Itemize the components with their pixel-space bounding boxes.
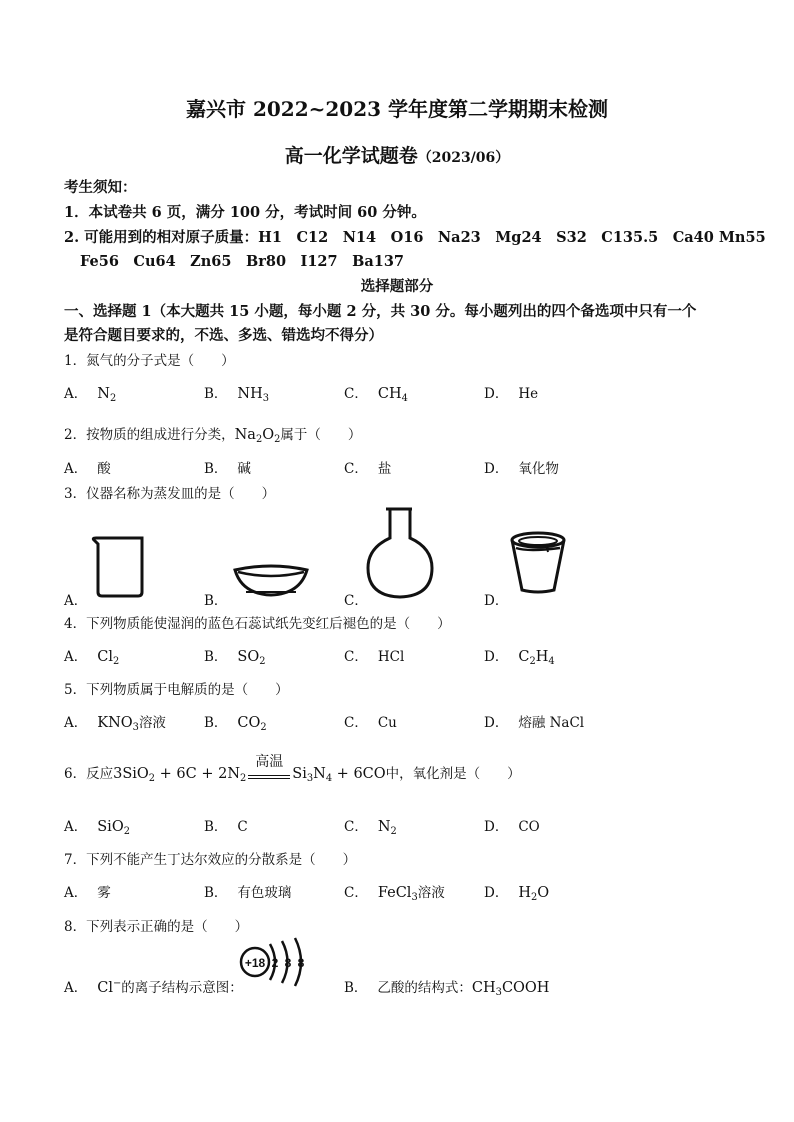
exam-date: （2023/06）	[417, 150, 510, 166]
option-letter: D．	[484, 649, 509, 665]
q2-option-c-text: 盐	[377, 461, 392, 477]
q4-option-a: A． $Cl_2$	[64, 645, 119, 667]
q4-option-c	[344, 645, 404, 665]
q6-suffix: 中，氧化剂是（ ）	[385, 766, 521, 782]
q7-option-b	[204, 881, 291, 901]
q6-reactants: $3SiO_2 + 6C + 2N_2$	[113, 766, 247, 784]
q2-stem-a: 2．按物质的组成进行分类，	[64, 427, 235, 443]
q2-option-d	[484, 457, 559, 477]
option-letter: D．	[484, 593, 509, 609]
exam-subtitle	[0, 141, 794, 168]
option-letter: C．	[344, 386, 368, 402]
q5-option-b: B． $CO_2$	[204, 711, 267, 733]
section-instructions-2: 是符合题目要求的，不选、多选、错选均不得分）	[64, 327, 383, 344]
q6-products: $Si_3N_4 + 6CO$	[292, 766, 386, 784]
q3-option-a	[64, 589, 97, 609]
q6-option-b-text: C	[237, 819, 248, 835]
question-4-stem: 4．下列物质能使湿润的蓝色石蕊试纸先变红后褪色的是（ ）	[64, 616, 451, 632]
option-letter: B．	[204, 386, 228, 402]
q7-option-a-text: 雾	[97, 885, 111, 901]
reaction-condition: 高温	[255, 753, 284, 770]
shell-count-3: 8	[297, 956, 305, 970]
section-instructions-1: 一、选择题 1（本大题共 15 小题，每小题 2 分，共 30 分。每小题列出的四个备选项中只有一个	[64, 303, 697, 320]
option-letter: D．	[484, 819, 509, 835]
notice-line-3: Fe56 Cu64 Zn65 Br80 I127 Ba137	[80, 253, 405, 270]
beaker-image	[90, 536, 150, 598]
question-3-stem: 3．仪器名称为蒸发皿的是（ ）	[64, 486, 276, 502]
option-letter: A．	[64, 649, 88, 665]
q2-option-c	[344, 457, 391, 477]
option-letter: A．	[64, 885, 88, 901]
q1-option-c: C． $CH_4$	[344, 382, 408, 404]
subtitle-text: 高一化学试题卷	[284, 145, 418, 167]
q3-option-d	[484, 589, 518, 609]
crucible-image	[508, 530, 568, 596]
q8-option-b-text: 乙酸的结构式：	[377, 980, 472, 996]
option-letter: A．	[64, 819, 88, 835]
notice-line-2: 2. 可能用到的相对原子质量：H1 C12 N14 O16 Na23 Mg24 S32 C135.5 Ca40 Mn55	[64, 229, 766, 246]
option-letter: D．	[484, 715, 509, 731]
notice-line-1: 1．本试卷共 6 页，满分 100 分，考试时间 60 分钟。	[64, 204, 426, 221]
option-letter: A．	[64, 980, 88, 996]
q7-option-a	[64, 881, 111, 901]
question-5-stem: 5．下列物质属于电解质的是（ ）	[64, 682, 289, 698]
option-letter: C．	[344, 649, 368, 665]
q2-option-a	[64, 457, 111, 477]
option-letter: B．	[204, 593, 228, 609]
question-8-stem: 8．下列表示正确的是（ ）	[64, 919, 249, 935]
q2-option-d-text: 氧化物	[518, 461, 559, 477]
q6-option-d-text: CO	[518, 819, 540, 835]
option-letter: C．	[344, 461, 368, 477]
q5-option-d-text: 熔融 NaCl	[518, 715, 585, 731]
q1-option-a: A． $N_2$	[64, 382, 116, 404]
q8-option-b: B． 乙酸的结构式：$CH_3COOH$	[344, 976, 549, 998]
option-letter: B．	[204, 461, 228, 477]
q2-option-b-text: 碱	[237, 461, 251, 477]
question-6-stem	[64, 753, 521, 784]
q3-option-b	[204, 589, 237, 609]
option-letter: B．	[204, 715, 228, 731]
option-letter: B．	[204, 649, 228, 665]
q5-option-c	[344, 711, 397, 731]
q6-option-a: A． SiO$_2$	[64, 815, 130, 837]
q2-stem-b: 属于（ ）	[280, 427, 362, 443]
q5-option-a-suffix: 溶液	[138, 715, 166, 731]
shell-count-1: 2	[271, 956, 279, 970]
option-letter: C．	[344, 593, 368, 609]
ion-structure-diagram	[238, 936, 314, 988]
q4-option-c-text: HCl	[377, 649, 405, 665]
q6-option-d	[484, 815, 540, 835]
option-letter: C．	[344, 715, 368, 731]
option-letter: C．	[344, 885, 368, 901]
q1-option-b: B． $NH_3$	[204, 382, 269, 404]
option-letter: D．	[484, 461, 509, 477]
q8-option-a: A． Cl−的离子结构示意图：	[64, 978, 243, 996]
q4-option-b: B． $SO_2$	[204, 645, 266, 667]
evaporating-dish-image	[232, 560, 310, 598]
q8-option-a-text: 的离子结构示意图：	[121, 980, 243, 996]
option-letter: A．	[64, 386, 88, 402]
option-letter: A．	[64, 593, 88, 609]
q7-option-c: C． FeCl$_3$溶液	[344, 881, 445, 903]
option-letter: B．	[344, 980, 368, 996]
q1-option-d: D． He	[484, 382, 538, 402]
q6-option-c: C． $N_2$	[344, 815, 397, 837]
exam-title: 嘉兴市 2022~2023 学年度第二学期期末检测	[185, 97, 608, 121]
question-7-stem: 7．下列不能产生丁达尔效应的分散系是（ ）	[64, 852, 357, 868]
reaction-condition-arrow	[248, 753, 290, 783]
q7-option-b-text: 有色玻璃	[237, 885, 292, 901]
q6-option-b	[204, 815, 248, 835]
shell-count-2: 8	[284, 956, 292, 970]
q4-option-d: D． $C_2H_4$	[484, 645, 555, 667]
question-1-stem: 1．氮气的分子式是（ ）	[64, 353, 235, 369]
q5-option-d	[484, 711, 584, 731]
notice-heading: 考生须知：	[64, 179, 137, 196]
question-2-stem: 2．按物质的组成进行分类，$Na_2O_2$属于（ ）	[64, 427, 362, 445]
option-letter: A．	[64, 715, 88, 731]
option-letter: A．	[64, 461, 88, 477]
option-letter: D．	[484, 386, 509, 402]
q5-option-a: A． $KNO_3$溶液	[64, 711, 166, 733]
option-letter: B．	[204, 885, 228, 901]
option-letter: D．	[484, 885, 509, 901]
nucleus-charge: +18	[244, 956, 266, 970]
round-bottom-flask-image	[364, 506, 436, 600]
q6-prefix: 6．反应	[64, 766, 114, 782]
q3-option-c	[344, 589, 378, 609]
q5-option-c-text: Cu	[377, 715, 397, 731]
option-letter: B．	[204, 819, 228, 835]
q2-option-b	[204, 457, 251, 477]
q7-option-d: D． $H_2O$	[484, 881, 549, 903]
q7-option-c-suffix: 溶液	[417, 885, 445, 901]
section-heading: 选择题部分	[360, 278, 434, 295]
q2-option-a-text: 酸	[97, 461, 111, 477]
option-letter: C．	[344, 819, 368, 835]
